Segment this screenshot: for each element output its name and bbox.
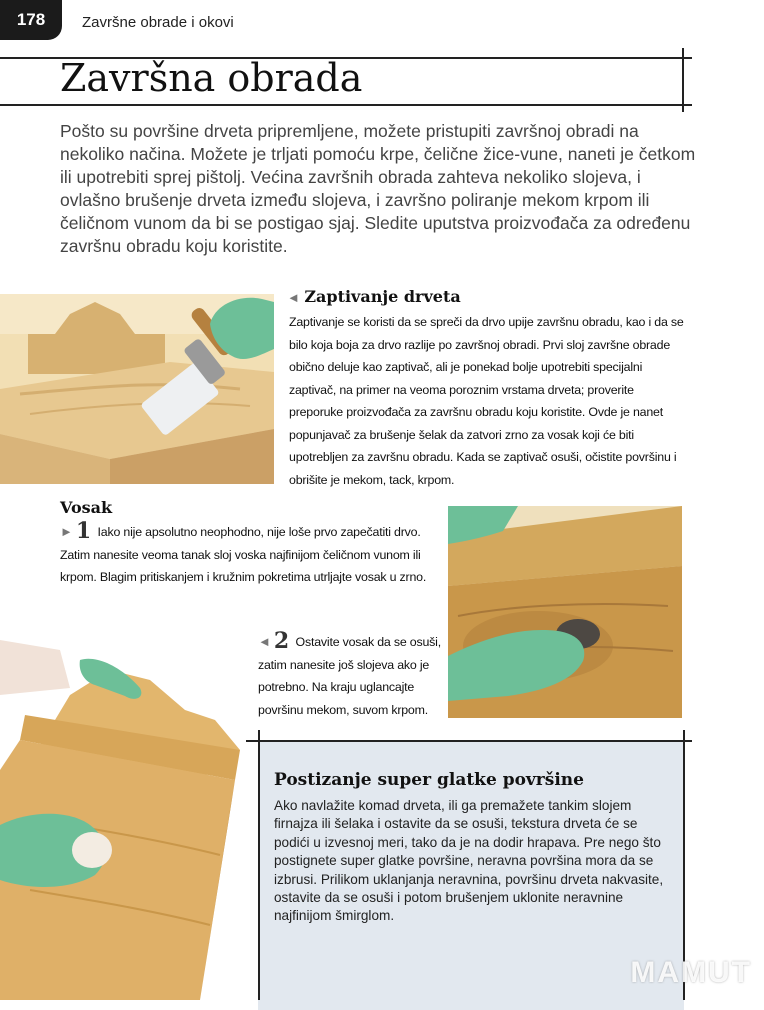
- sealing-heading-label: Zaptivanje drveta: [304, 287, 461, 306]
- page-number: 178: [0, 0, 62, 40]
- title-rule-bottom: [0, 104, 692, 106]
- sealing-text: Zaptivanje se koristi da se spreči da drvo upije završnu obradu, kao i da se bilo koja boja za drvo razlije po završnoj obradi. Prvi sloj završne obrade obično deluje kao zaptivač, ali je ponekad bolje upotrebiti specijalni zaptivač, na primer na veoma poroznim vrstama drveta; proverite preporuke proizvođača za završnu obradu koju koristite. Ovde je nanet popunjavač za brušenje šelak da zatvori zrno za vosak koji će biti upotrebljen za završnu obradu. Kada se zaptivač osuši, očistite površinu i obrišite je mekom, tack, krpom.: [289, 315, 684, 487]
- watermark-logo: MAMUT: [630, 956, 752, 989]
- sealing-heading: [287, 287, 461, 307]
- left-arrow-icon: ◄: [258, 634, 271, 649]
- wax-step-1: [60, 520, 440, 589]
- tip-box-text: Ako navlažite komad drveta, ili ga premažete tankim slojem firnajza ili šelaka i ostavite da se osuši, tekstura drveta će se podići u izvesnoj meri, tako da je na dodir hrapava. Pre nego što postignete super glatke površine, neravna površina mora da se izbrusi. Prilikom uklanjanja neravnina, površinu drveta nakvasite, ostavite da se osuši i potom brušenjem uklonite neravnine najfinijom šmirglom.: [274, 798, 664, 924]
- title-rule-vertical: [682, 48, 684, 112]
- step-number: 1: [75, 518, 92, 544]
- wax-buffing-photo: [0, 640, 258, 1000]
- sealing-photo: [0, 294, 274, 484]
- right-arrow-icon: ►: [60, 524, 73, 539]
- step-number: 2: [273, 628, 290, 654]
- section-title: Završne obrade i okovi: [82, 14, 234, 31]
- intro-paragraph: Pošto su površine drveta pripremljene, možete pristupiti završnoj obradi na nekoliko načina. Možete je trljati pomoću krpe, čelične žice-vune, naneti je četkom ili upotrebiti sprej pištolj. Većina završnih obrada zahteva nekoliko slojeva, i ovlašno brušenje drveta između slojeva, i završno poliranje mekom krpom ili čeličnom vunom da bi se postigao sjaj. Sledite uputstva proizvođača za određenu završnu obradu koju koristite.: [60, 121, 696, 256]
- page-title: Završna obrada: [60, 56, 363, 100]
- wax-rubbing-photo: [448, 506, 682, 718]
- tip-box-rule-left: [258, 730, 260, 1000]
- tip-box-heading: Postizanje super glatke površine: [274, 770, 584, 790]
- wax-heading: Vosak: [60, 498, 113, 517]
- step-text: Iako nije apsolutno neophodno, nije loše prvo zapečatiti drvo. Zatim nanesite veoma tanak sloj voska najfinijom čeličnom vunom ili krpom. Blagim pritiskanjem i kružnim pokretima utrljajte vosak u zrno.: [60, 525, 427, 584]
- left-arrow-icon: ◄: [287, 290, 300, 305]
- step-text: Ostavite vosak da se osuši, zatim nanesite još slojeva ako je potrebno. Na kraju uglancajte površinu mekom, suvom krpom.: [258, 635, 441, 717]
- wax-step-2: [258, 630, 444, 721]
- tip-box-rule-top: [246, 740, 692, 742]
